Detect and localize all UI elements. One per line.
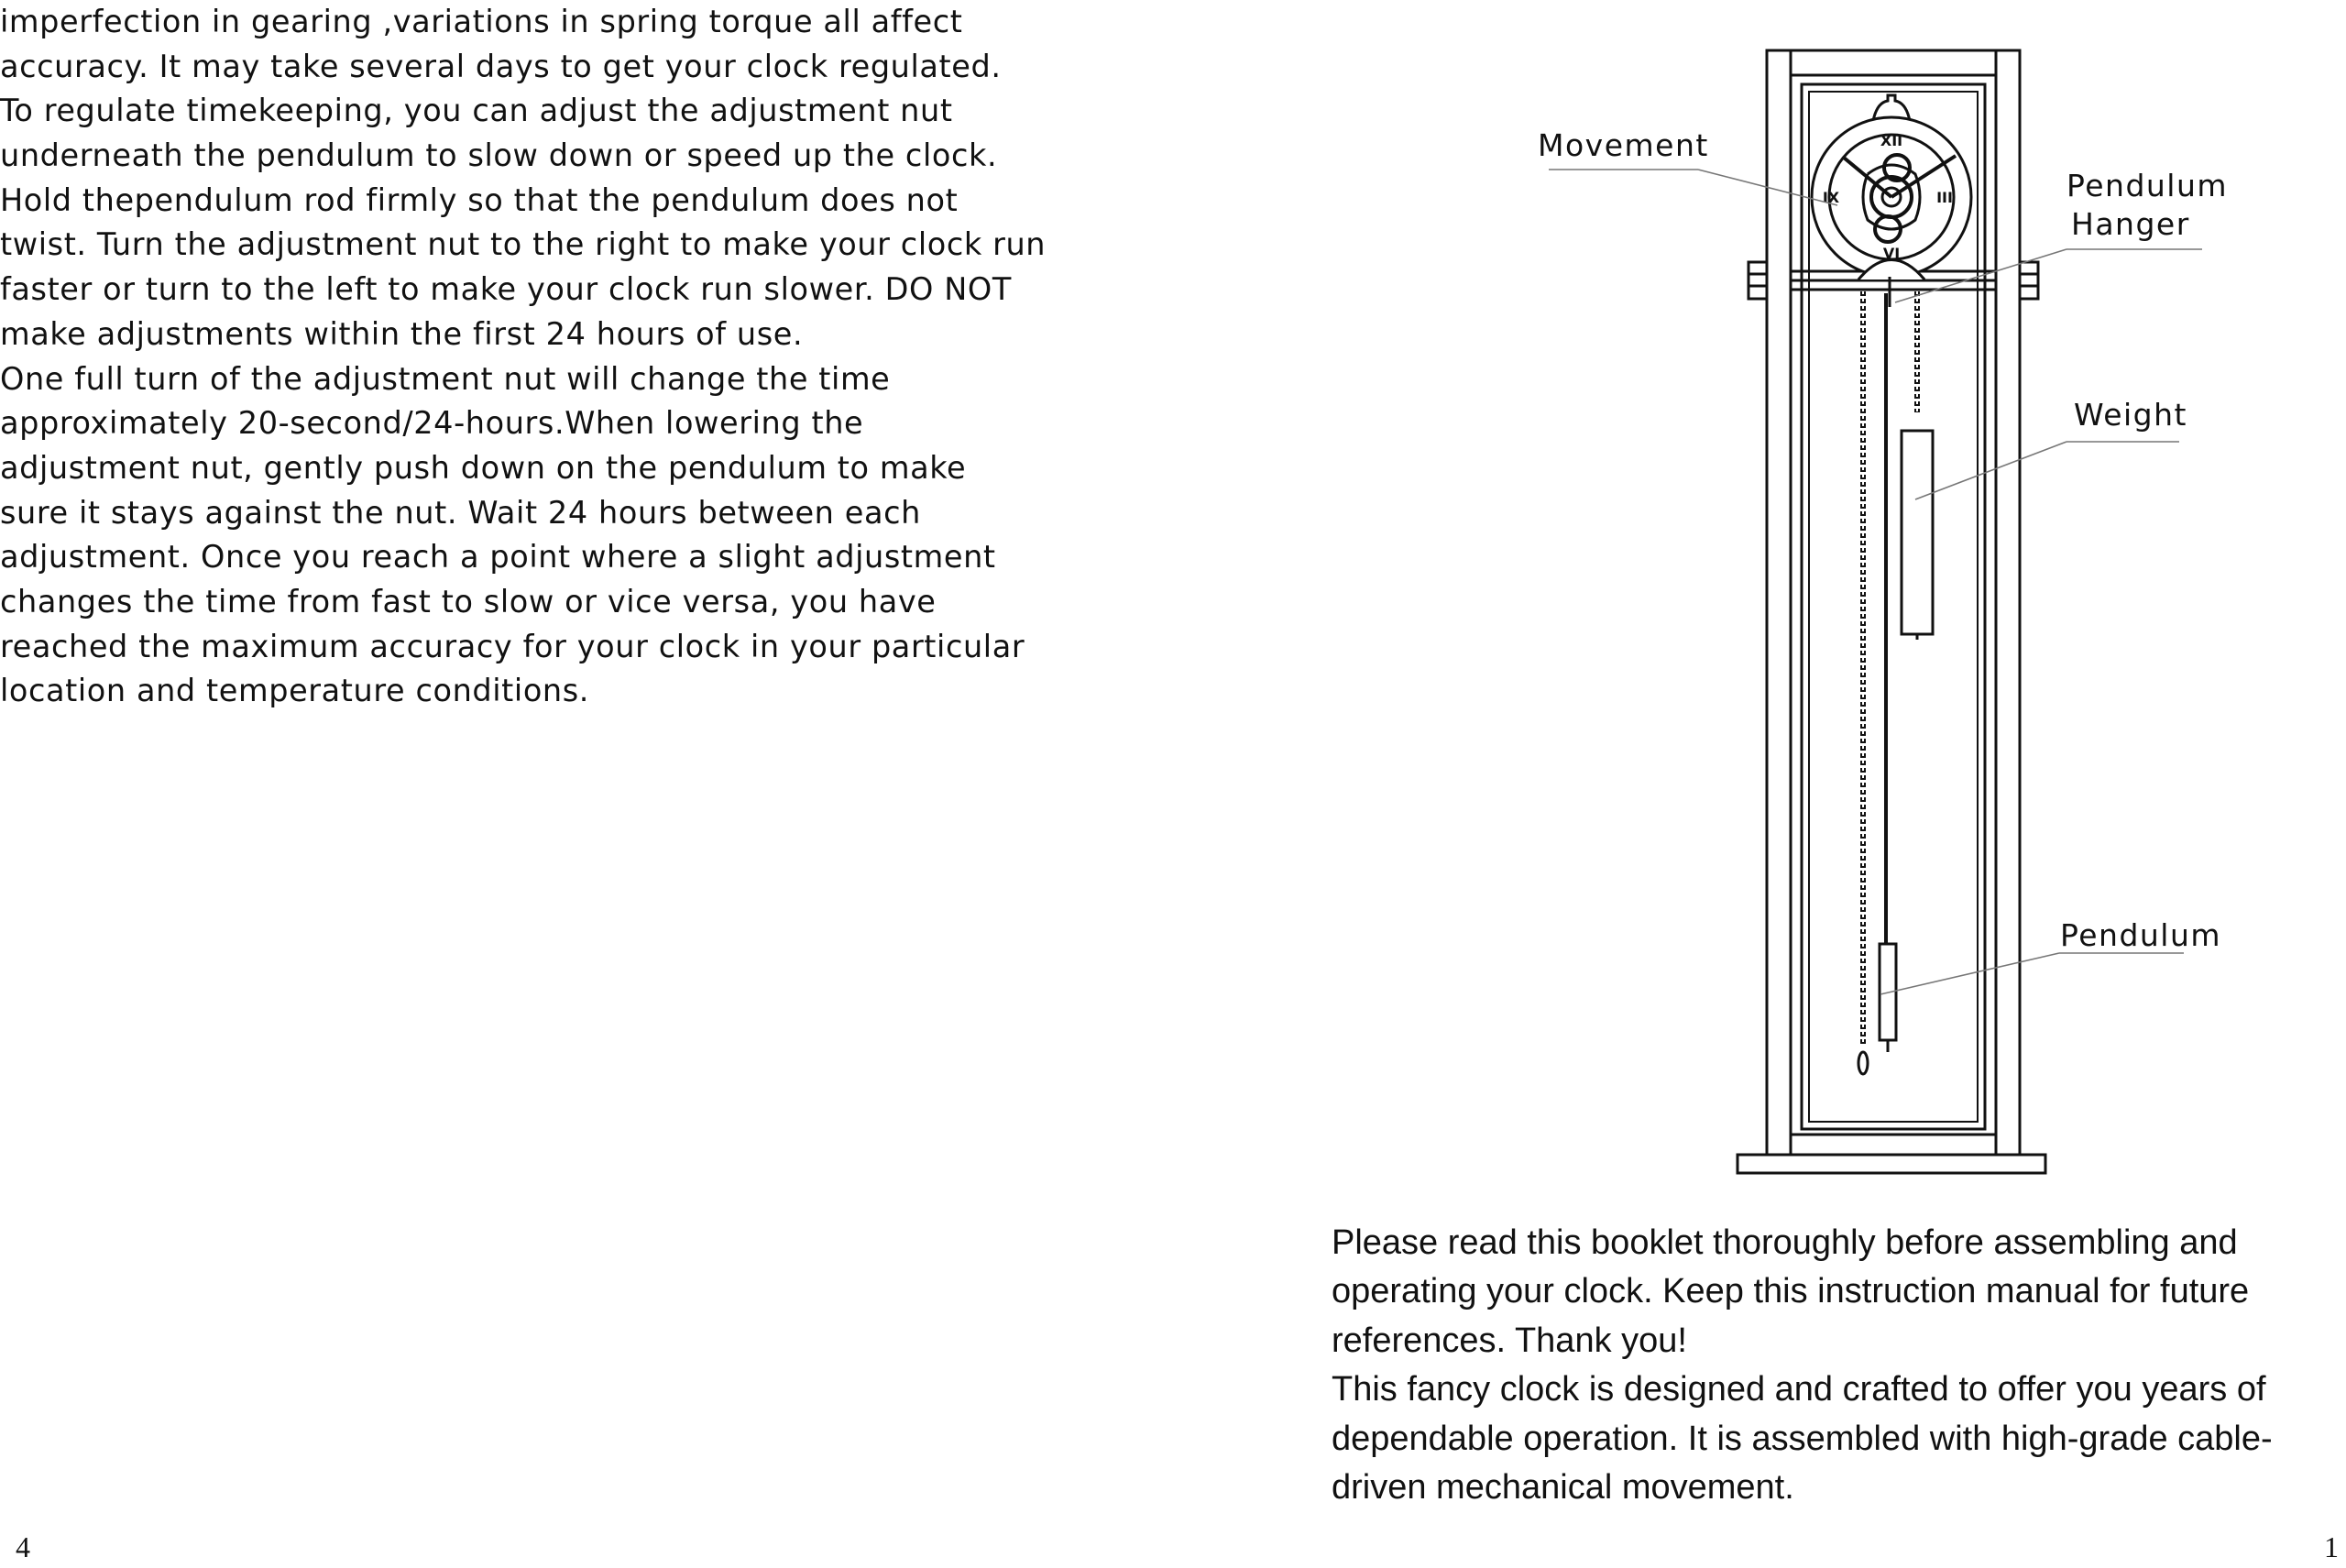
pendulum-hanger-label-line2: Hanger — [2071, 206, 2190, 242]
text-line: references. Thank you! — [1332, 1321, 1687, 1360]
pendulum-label: Pendulum — [2060, 917, 2222, 953]
numeral-xii: XII — [1880, 132, 1903, 149]
text-line: reached the maximum accuracy for your clock in your particular — [0, 628, 1025, 664]
intro-right-column — [1332, 1219, 2340, 1512]
text-line: faster or turn to the left to make your clock run slower. DO NOT — [0, 271, 1012, 308]
movement-label: Movement — [1538, 127, 1709, 163]
clock-right-post — [1996, 50, 2020, 1155]
clock-left-post — [1767, 50, 1791, 1155]
text-line: twist. Turn the adjustment nut to the right to make your clock run — [0, 226, 1047, 263]
text-line: Please read this booklet thoroughly before assembling and — [1332, 1223, 2238, 1262]
page-number-right: 1 — [2324, 1530, 2339, 1563]
text-line: adjustment nut, gently push down on the pendulum to make — [0, 449, 967, 486]
text-line: underneath the pendulum to slow down or speed up the clock. — [0, 137, 998, 174]
text-line: dependable operation. It is assembled with high-grade cable- — [1332, 1419, 2273, 1458]
numeral-ix: IX — [1822, 189, 1840, 206]
text-line: changes the time from fast to slow or vice versa, you have — [0, 583, 937, 620]
text-line: approximately 20-second/24-hours.When lowering the — [0, 405, 864, 442]
right-bracket — [2020, 262, 2038, 299]
numeral-iii: III — [1936, 189, 1953, 206]
weight-cylinder — [1902, 431, 1933, 634]
text-line: accuracy. It may take several days to get your clock regulated. — [0, 48, 1002, 84]
text-line: adjustment. Once you reach a point where a slight adjustment — [0, 539, 996, 576]
text-line: imperfection in gearing ,variations in spring torque all affect — [0, 4, 963, 39]
left-chain-hook — [1858, 1052, 1868, 1074]
left-bracket — [1749, 262, 1767, 299]
text-line: location and temperature conditions. — [0, 673, 590, 709]
numeral-vi: VI — [1882, 245, 1901, 262]
text-line: driven mechanical movement. — [1332, 1467, 1794, 1507]
text-line: One full turn of the adjustment nut will change the time — [0, 360, 891, 397]
text-line: Hold thependulum rod firmly so that the pendulum does not — [0, 181, 959, 218]
text-line: To regulate timekeeping, you can adjust the adjustment nut — [0, 93, 953, 129]
text-line: operating your clock. Keep this instruction manual for future — [1332, 1272, 2250, 1311]
clock-base — [1738, 1155, 2045, 1173]
text-line: make adjustments within the first 24 hours of use. — [0, 315, 804, 352]
page-number-left: 4 — [16, 1530, 30, 1563]
weight-label: Weight — [2074, 397, 2187, 433]
pendulum-hanger-label-line1: Pendulum — [2066, 168, 2229, 203]
text-line: sure it stays against the nut. Wait 24 hours between each — [0, 494, 921, 531]
text-line: This fancy clock is designed and crafted to offer you years of — [1332, 1370, 2266, 1409]
